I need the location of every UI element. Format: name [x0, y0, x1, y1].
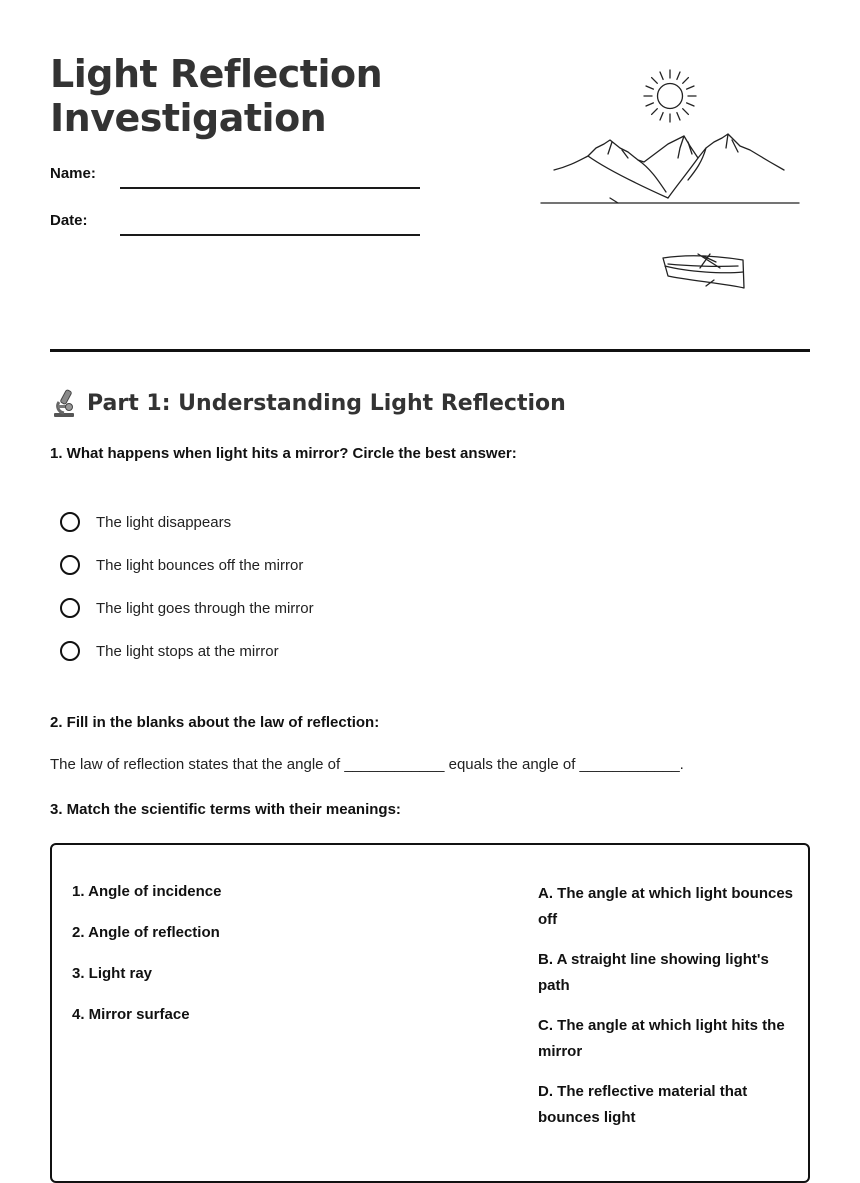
name-label: Name: — [50, 165, 96, 182]
term-item: 1. Angle of incidence — [72, 883, 222, 900]
term-item: 4. Mirror surface — [72, 1006, 190, 1023]
part1-title: Part 1: Understanding Light Reflection — [87, 390, 566, 416]
meanings-list — [538, 881, 794, 1145]
meaning-item: A. The angle at which light bounces off — [538, 885, 794, 928]
microscope-icon — [50, 388, 78, 418]
date-label: Date: — [50, 212, 88, 229]
question-3: 3. Match the scientific terms with their meanings: — [50, 801, 401, 818]
question-1: 1. What happens when light hits a mirror? Circle the best answer: — [50, 445, 517, 462]
term-item: 2. Angle of reflection — [72, 924, 220, 941]
option-label: The light bounces off the mirror — [96, 556, 304, 574]
option-label: The light stops at the mirror — [96, 642, 279, 660]
name-field[interactable] — [120, 187, 420, 189]
q1-option-1[interactable] — [60, 510, 231, 534]
page-title — [50, 52, 382, 140]
meaning-item: B. A straight line showing light's path — [538, 951, 769, 994]
boat-icon — [663, 254, 744, 288]
date-field[interactable] — [120, 234, 420, 236]
radio-button[interactable] — [60, 641, 80, 661]
section-divider — [50, 349, 810, 352]
terms-list — [72, 883, 221, 1047]
radio-button[interactable] — [60, 512, 80, 532]
q1-option-2[interactable] — [60, 553, 303, 577]
title-line-2: Investigation — [50, 96, 327, 140]
landscape-illustration — [538, 62, 802, 294]
term-item: 3. Light ray — [72, 965, 153, 982]
q1-option-3[interactable] — [60, 596, 314, 620]
fill-in-sentence[interactable]: The law of reflection states that the angle of ____________ equals the angle of ____________. — [50, 756, 684, 773]
q1-option-4[interactable] — [60, 639, 279, 663]
radio-button[interactable] — [60, 555, 80, 575]
option-label: The light disappears — [96, 513, 232, 531]
question-2: 2. Fill in the blanks about the law of reflection: — [50, 714, 380, 731]
meaning-item: D. The reflective material that bounces light — [538, 1083, 748, 1126]
title-line-1: Light Reflection — [50, 52, 383, 96]
sun-icon — [644, 70, 696, 122]
mountains-icon — [541, 134, 799, 203]
meaning-item: C. The angle at which light hits the mirror — [538, 1017, 785, 1060]
option-label: The light goes through the mirror — [96, 599, 314, 617]
radio-button[interactable] — [60, 598, 80, 618]
part1-heading — [50, 388, 566, 418]
matching-box — [50, 843, 810, 1183]
